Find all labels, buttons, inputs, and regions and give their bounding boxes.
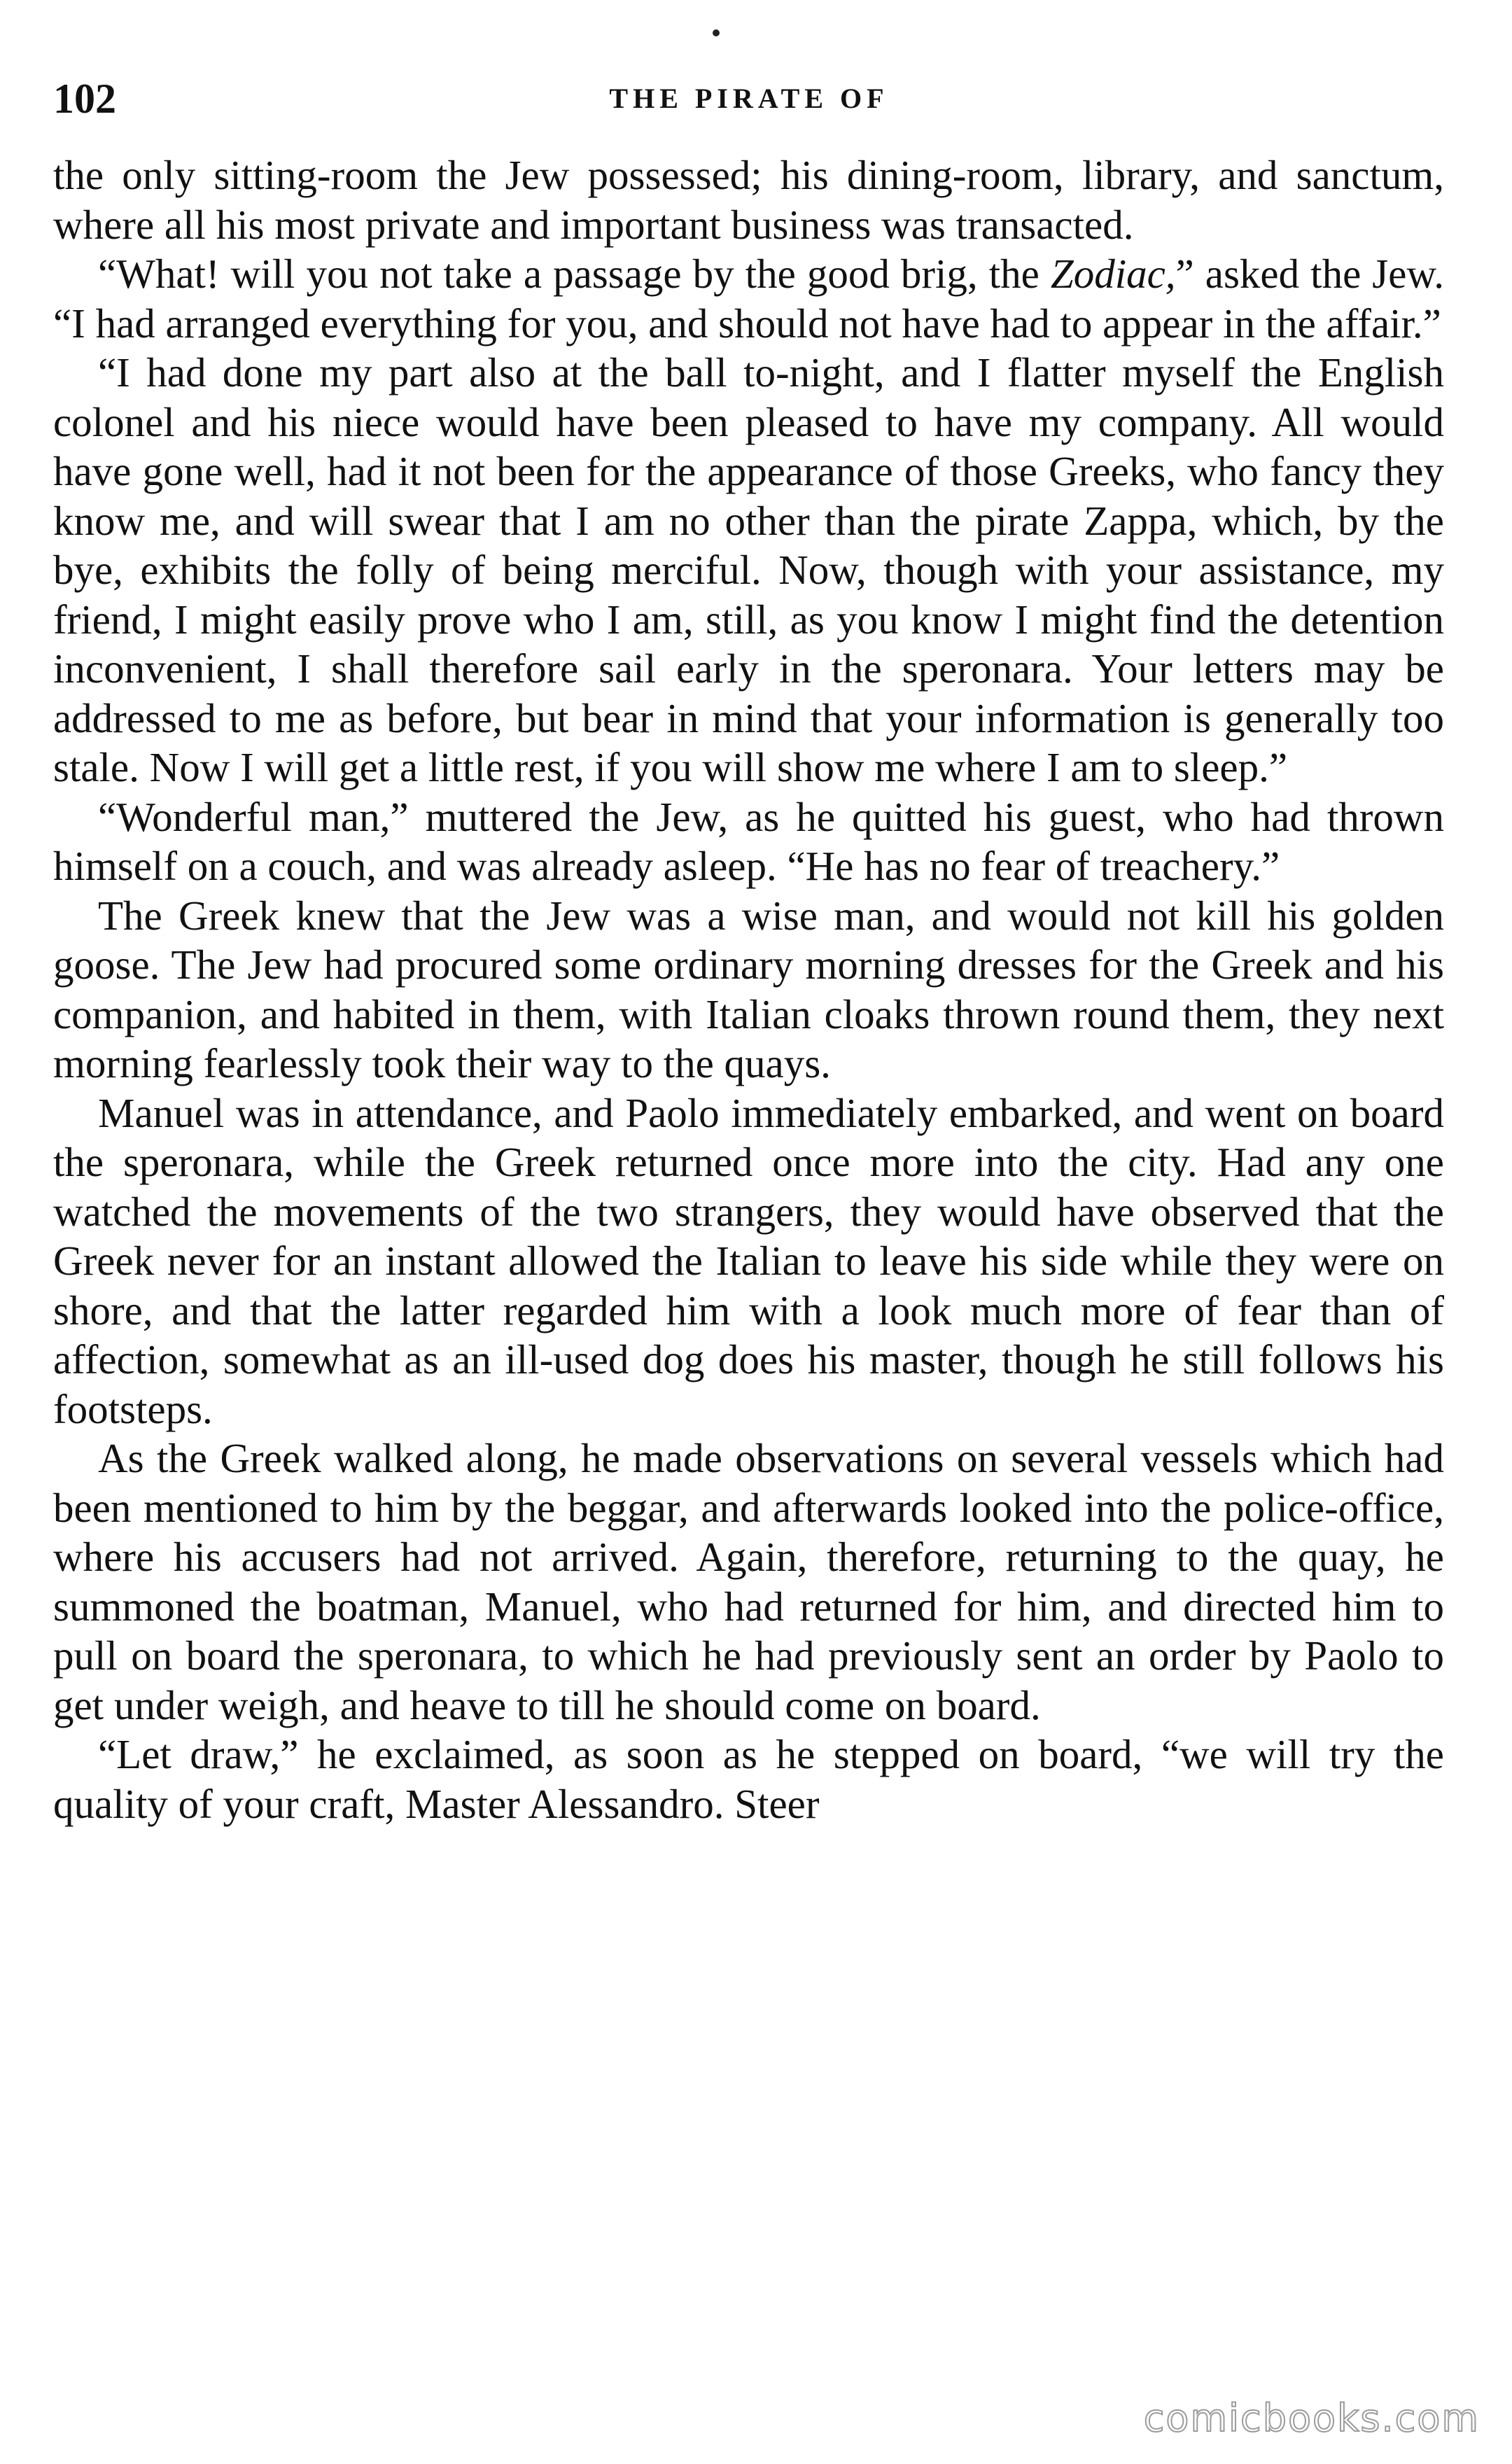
page-header bbox=[53, 67, 1445, 130]
body-text bbox=[53, 150, 1444, 1828]
paragraph-2 bbox=[53, 249, 1444, 348]
paragraph-4: “Wonderful man,” muttered the Jew, as he quitted his guest, who had thrown himself on a couch, and was already asleep. “He has no fear of treachery.” bbox=[53, 793, 1444, 889]
page-number: 102 bbox=[53, 76, 116, 122]
ship-name-zodiac: Zodiac, bbox=[1050, 251, 1176, 297]
paragraph-2-part-1: “What! will you not take a passage by the good brig, the bbox=[98, 251, 1051, 297]
paragraph-6: Manuel was in attendance, and Paolo immediately embarked, and went on board the speronara, while the Greek returned once more into the city. Had any one watched the movements of the two strangers, they would have observed that the Greek never for an instant allowed the Italian to leave his side while they were on shore, and that the latter regarded him with a look much more of fear than of affection, somewhat as an ill-used dog does his master, though he still follows his footsteps. bbox=[53, 1089, 1444, 1432]
watermark: comicbooks.com bbox=[1143, 2396, 1480, 2440]
ink-speck bbox=[713, 29, 720, 36]
paragraph-2-part-2: ” asked the Jew. “I had arranged everything for you, and should not have had to appear in the affair.” bbox=[53, 251, 1444, 346]
paragraph-3: “I had done my part also at the ball to-night, and I flatter myself the English colonel and his niece would have been pleased to have my company. All would have gone well, had it not been for the appearance of those Greeks, who fancy they know me, and will swear that I am no other than the pirate Zappa, which, by the bye, exhibits the folly of being merciful. Now, though with your assistance, my friend, I might easily prove who I am, still, as you know I might find the detention inconvenient, I shall therefore sail early in the speronara. Your letters may be addressed to me as before, but bear in mind that your information is generally too stale. Now I will get a little rest, if you will show me where I am to sleep.” bbox=[53, 349, 1444, 790]
running-head: THE PIRATE OF bbox=[609, 83, 889, 114]
paragraph-7: As the Greek walked along, he made observations on several vessels which had been mentioned to him by the beggar, and afterwards looked into the police-office, where his accusers had not arrived. Again, therefore, returning to the quay, he summoned the boatman, Manuel, who had returned for him, and directed him to pull on board the speronara, to which he had previously sent an order by Paolo to get under weigh, and heave to till he should come on board. bbox=[53, 1435, 1444, 1728]
paragraph-8: “Let draw,” he exclaimed, as soon as he stepped on board, “we will try the quality of your craft, Master Alessandro. Steer bbox=[53, 1731, 1444, 1827]
paragraph-1: the only sitting-room the Jew possessed; his dining-room, library, and sanctum, where all his most private and important business was transacted. bbox=[53, 152, 1444, 248]
paragraph-5: The Greek knew that the Jew was a wise man, and would not kill his golden goose. The Jew had procured some ordinary morning dresses for the Greek and his companion, and habited in them, with Italian cloaks thrown round them, they next morning fearlessly took their way to the quays. bbox=[53, 892, 1444, 1086]
